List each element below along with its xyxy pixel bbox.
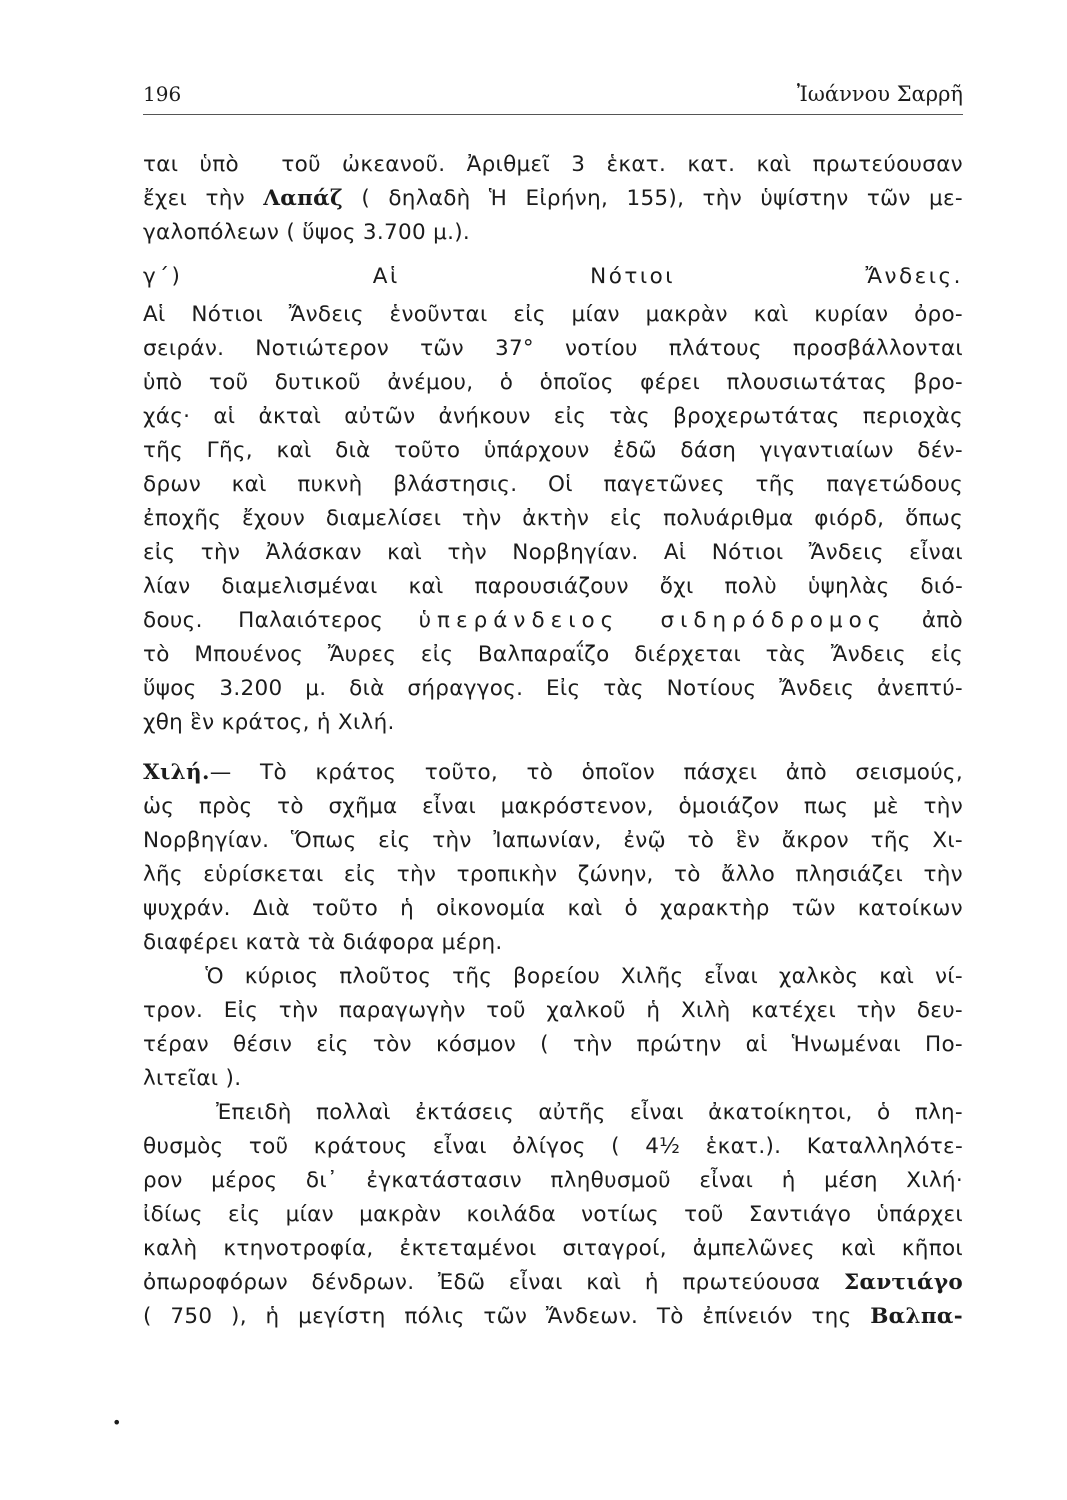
text-line: Νορβηγίαν. Ὅπως εἰς τὴν Ἰαπωνίαν, ἐνῷ τὸ ἓν ἄκρον τῆς Χι- [143,828,963,853]
text-line: τρον. Εἰς τὴν παραγωγὴν τοῦ χαλκοῦ ἡ Χιλὴ κατέχει τὴν δευ- [143,998,963,1023]
text-line [143,1300,963,1334]
text-line: ἰδίως εἰς μίαν μακρὰν κοιλάδα νοτίως τοῦ Σαντιάγο ὑπάρχει [143,1202,963,1227]
text-fragment: ἔχει τὴν [143,186,264,211]
text-line: λίαν διαμελισμέναι καὶ παρουσιάζουν ὄχι πολὺ ὑψηλὰς διό- [143,574,963,599]
text-line: εἰς τὴν Ἀλάσκαν καὶ τὴν Νορβηγίαν. Αἱ Νότιοι Ἄνδεις εἶναι [143,540,963,565]
bold-term: Βαλπα- [870,1304,963,1329]
text-line: καλὴ κτηνοτροφία, ἐκτεταμένοι σιταγροί, ἀμπελῶνες καὶ κῆποι [143,1236,963,1261]
text-line [143,1266,963,1300]
text-line: γαλοπόλεων ( ὕψος 3.700 μ.). [143,220,471,245]
text-fragment: ( 750 ), ἡ μεγίστη πόλις τῶν Ἄνδεων. Τὸ ἐπίνειόν της [143,1304,871,1329]
text-line: χθη ἓν κράτος, ἡ Χιλή. [143,710,395,735]
text-fragment: δους. Παλαιότερος [143,608,419,633]
section-heading: γ΄) Αἱ Νότιοι Ἄνδεις. [143,264,963,289]
text-line: Ὁ κύριος πλοῦτος τῆς βορείου Χιλῆς εἶναι χαλκὸς καὶ νί- [143,964,963,989]
body-text [143,148,963,1334]
text-line: ὡς πρὸς τὸ σχῆμα εἶναι μακρόστενον, ὁμοιάζον πως μὲ τὴν [143,794,963,819]
text-line: λιτεῖαι ). [143,1066,242,1091]
text-line: ψυχράν. Διὰ τοῦτο ἡ οἰκονομία καὶ ὁ χαρακτὴρ τῶν κατοίκων [143,896,963,921]
text-line: θυσμὸς τοῦ κράτους εἶναι ὀλίγος ( 4½ ἑκατ.). Καταλληλότε- [143,1134,963,1159]
text-fragment: — Τὸ κράτος τοῦτο, τὸ ὁποῖον πάσχει ἀπὸ σεισμούς, [209,760,963,785]
paragraph-gap [143,740,963,756]
bold-term: Λαπάζ [263,186,343,211]
text-line: τῆς Γῆς, καὶ διὰ τοῦτο ὑπάρχουν ἐδῶ δάση γιγαντιαίων δέν- [143,438,963,463]
text-line: ἐποχῆς ἔχουν διαμελίσει τὴν ἀκτὴν εἰς πολυάριθμα φιόρδ, ὅπως [143,506,963,531]
text-line [143,182,963,216]
page-header [143,78,963,115]
text-line [143,604,963,638]
text-line: λῆς εὑρίσκεται εἰς τὴν τροπικὴν ζώνην, τὸ ἄλλο πλησιάζει τὴν [143,862,963,887]
text-line: ται ὑπὸ τοῦ ὠκεανοῦ. Ἀριθμεῖ 3 ἑκατ. κατ. καὶ πρωτεύουσαν [143,152,963,177]
margin-mark: • [112,1413,122,1432]
bold-term: Χιλή. [143,760,210,785]
text-line: σειράν. Νοτιώτερον τῶν 37° νοτίου πλάτους προσβάλλονται [143,336,963,361]
text-line: δρων καὶ πυκνὴ βλάστησις. Οἱ παγετῶνες τῆς παγετώδους [143,472,963,497]
text-line: Ἐπειδὴ πολλαὶ ἐκτάσεις αὐτῆς εἶναι ἀκατοίκητοι, ὁ πλη- [143,1100,963,1125]
text-line: ρον μέρος δι᾽ ἐγκατάστασιν πληθυσμοῦ εἶναι ἡ μέση Χιλή· [143,1168,963,1193]
bold-term: Σαντιάγο [843,1270,963,1295]
text-line [143,756,963,790]
text-fragment: ἀπὸ [886,608,963,633]
text-line: διαφέρει κατὰ τὰ διάφορα μέρη. [143,930,503,955]
text-fragment: ὀπωροφόρων δένδρων. Ἐδῶ εἶναι καὶ ἡ πρωτεύουσα [143,1270,844,1295]
text-line: τέραν θέσιν εἰς τὸν κόσμον ( τὴν πρώτην αἱ Ἡνωμέναι Πο- [143,1032,963,1057]
text-fragment: ( δηλαδὴ Ἡ Εἰρήνη, 155), τὴν ὑψίστην τῶν με- [343,186,963,211]
spaced-term: ὑπεράνδειος σιδηρόδρομος [418,608,887,633]
page-number: 196 [143,82,182,106]
text-line: ὑπὸ τοῦ δυτικοῦ ἀνέμου, ὁ ὁποῖος φέρει πλουσιωτάτας βρο- [143,370,963,395]
text-line: Αἱ Νότιοι Ἄνδεις ἑνοῦνται εἰς μίαν μακρὰν καὶ κυρίαν ὀρο- [143,302,963,327]
text-line: τὸ Μπουένος Ἄυρες εἰς Βαλπαραΐζο διέρχεται τὰς Ἄνδεις εἰς [143,642,963,667]
running-head: Ἰωάννου Σαρρῆ [796,82,963,106]
text-line: ὕψος 3.200 μ. διὰ σήραγγος. Εἰς τὰς Νοτίους Ἄνδεις ἀνεπτύ- [143,676,963,701]
text-line: χάς· αἱ ἀκταὶ αὐτῶν ἀνήκουν εἰς τὰς βροχερωτάτας περιοχὰς [143,404,963,429]
